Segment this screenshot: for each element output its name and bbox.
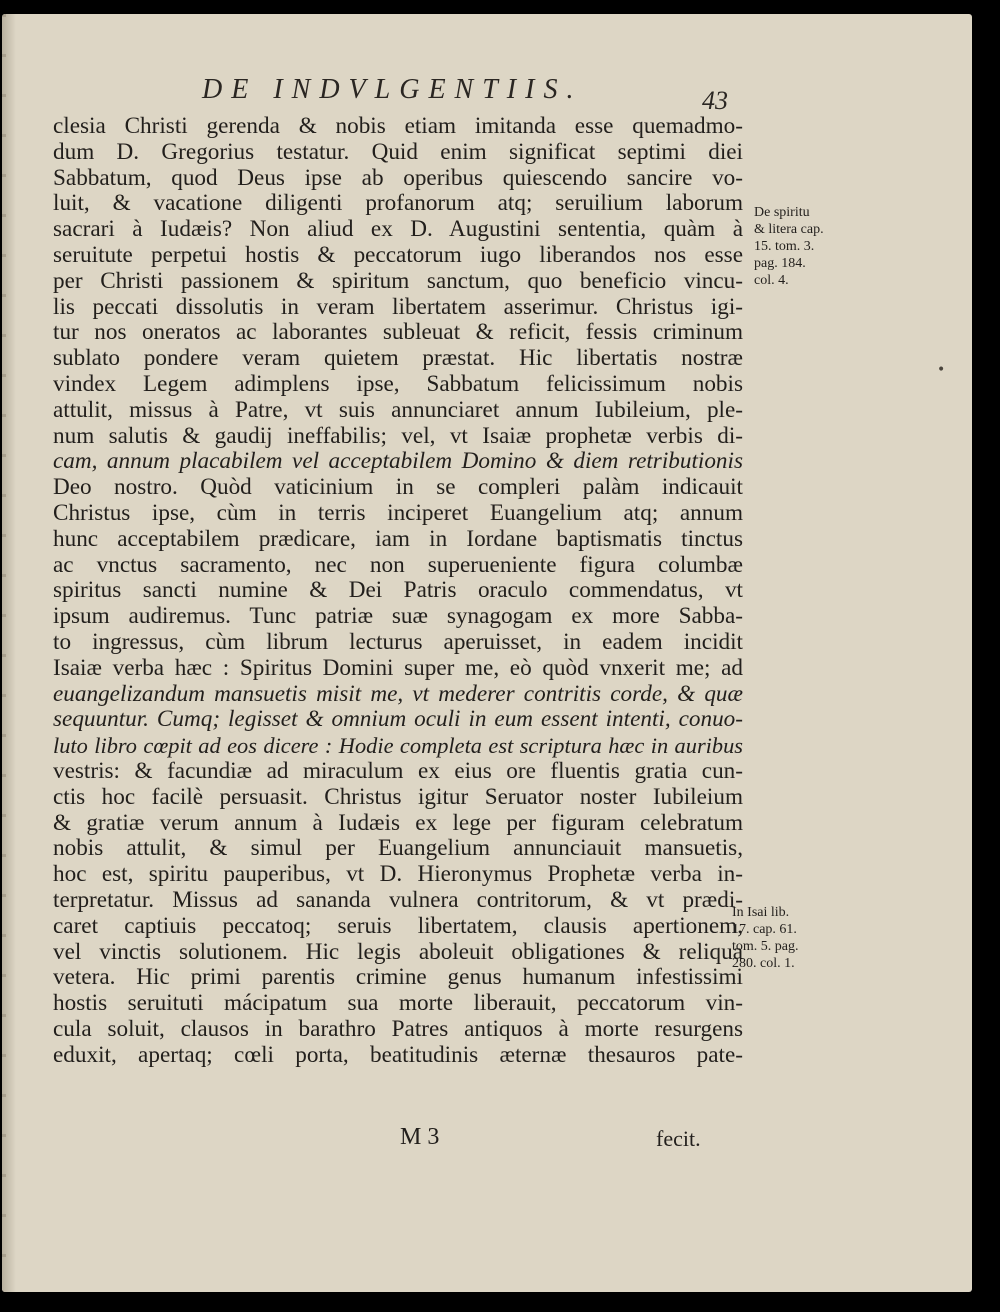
text-line-italic: luto libro cœpit ad eos dicere : Hodie completa est scriptura hæc in auribus [53, 733, 743, 759]
marginal-note-line: 280. col. 1. [732, 956, 795, 971]
text-line: tur nos oneratos ac laborantes subleuat & reficit, fessis criminum [53, 319, 743, 346]
text-line: ac vnctus sacramento, nec non superueniente figura columbæ [53, 551, 743, 578]
marginal-note-line: & litera cap. [754, 222, 824, 237]
marginal-note-line: 17. cap. 61. [732, 922, 797, 937]
text-line: to ingressus, cùm librum lecturus aperuisset, in eadem incidit [53, 628, 743, 655]
text-line: hoc est, spiritu pauperibus, vt D. Hieronymus Prophetæ verba in- [53, 861, 743, 888]
text-line: ctis hoc facilè persuasit. Christus igitur Seruator noster Iubileium [53, 783, 743, 810]
catchword: fecit. [656, 1126, 701, 1151]
text-line: cula soluit, clausos in barathro Patres antiquos à morte resurgens [53, 1015, 743, 1042]
text-line: Isaiæ verba hæc : Spiritus Domini super me, eò quòd vnxerit me; ad [53, 654, 743, 681]
text-line: terpretatur. Missus ad sananda vulnera contritorum, & vt prædi- [53, 886, 743, 913]
text-line: hostis seruituti mácipatum sua morte liberauit, peccatorum vin- [53, 990, 743, 1017]
text-line: Deo nostro. Quòd vaticinium in se compleri palàm indicauit [53, 474, 743, 501]
text-line: nobis attulit, & simul per Euangelium annunciauit mansuetis, [53, 835, 743, 862]
text-line: Sabbatum, quod Deus ipse ab operibus quiescendo sancire vo- [53, 164, 743, 191]
text-line-italic: sequuntur. Cumq; legisset & omnium oculi in eum essent intenti, conuo- [53, 706, 743, 733]
page-number: 43 [702, 86, 728, 115]
text-line: hunc acceptabilem prædicare, iam in Iordane baptismatis tinctus [53, 525, 743, 552]
text-line: sublato pondere veram quietem præstat. Hic libertatis nostræ [53, 345, 743, 372]
text-line: sacrari à Iudæis? Non aliud ex D. Augustini sententia, quàm à [53, 216, 743, 243]
text-line: attulit, missus à Patre, vt suis annunciaret annum Iubileium, ple- [53, 396, 743, 423]
text-line: num salutis & gaudij ineffabilis; vel, vt Isaiæ prophetæ verbis di- [53, 422, 743, 449]
text-line: ipsum audiremus. Tunc patriæ suæ synagogam ex more Sabba- [53, 603, 743, 630]
marginal-note-line: In Isai lib. [732, 905, 790, 920]
marginal-note-augustine [754, 204, 824, 289]
text-line-italic: cam, annum placabilem vel acceptabilem Domino & diem retributionis [53, 448, 743, 475]
text-line: & gratiæ verum annum à Iudæis ex lege per figuram celebratum [53, 809, 743, 836]
ink-speck: • [937, 362, 946, 378]
marginal-note-jerome [732, 904, 799, 972]
text-line: dum D. Gregorius testatur. Quid enim significat septimi diei [53, 138, 743, 165]
text-line: lis peccati dissolutis in veram libertatem asserimur. Christus igi- [53, 293, 743, 320]
text-line: Christus ipse, cùm in terris inciperet Euangelium atq; annum [53, 499, 743, 526]
text-line: vel vinctis solutionem. Hic legis aboleuit obligationes & reliqua [53, 938, 743, 965]
marginal-note-line: 15. tom. 3. [754, 239, 815, 254]
text-line-italic: euangelizandum mansuetis misit me, vt mederer contritis corde, & quæ [53, 680, 743, 707]
text-line: vetera. Hic primi parentis crimine genus humanum infestissimi [53, 964, 743, 991]
marginal-note-line: col. 4. [754, 273, 789, 288]
main-text-block [53, 114, 743, 1068]
text-line: luit, & vacatione diligenti profanorum atq; seruilium laborum [53, 190, 743, 217]
text-line: seruitute perpetui hostis & peccatorum iugo liberandos nos esse [53, 241, 743, 268]
marginal-note-line: pag. 184. [754, 256, 806, 271]
binding-edge [2, 14, 6, 1292]
text-line: vestris: & facundiæ ad miraculum ex eius ore fluentis gratia cun- [53, 757, 743, 784]
text-line: clesia Christi gerenda & nobis etiam imitanda esse quemadmo- [53, 113, 743, 139]
text-line: caret captiuis peccatoq; seruis libertatem, clausis apertionem, [53, 912, 743, 939]
book-page [2, 14, 972, 1292]
text-line: eduxit, apertaq; cœli porta, beatitudinis æternæ thesauros pate- [53, 1041, 743, 1068]
text-line: per Christi passionem & spiritum sanctum, quo beneficio vincu- [53, 267, 743, 294]
text-line: vindex Legem adimplens ipse, Sabbatum felicissimum nobis [53, 370, 743, 397]
marginal-note-line: tom. 5. pag. [732, 939, 799, 954]
text-line: spiritus sancti numine & Dei Patris oraculo commendatus, vt [53, 577, 743, 604]
running-head: DE INDVLGENTIIS. [202, 74, 583, 105]
signature-mark: M 3 [400, 1124, 440, 1150]
marginal-note-line: De spiritu [754, 205, 810, 220]
